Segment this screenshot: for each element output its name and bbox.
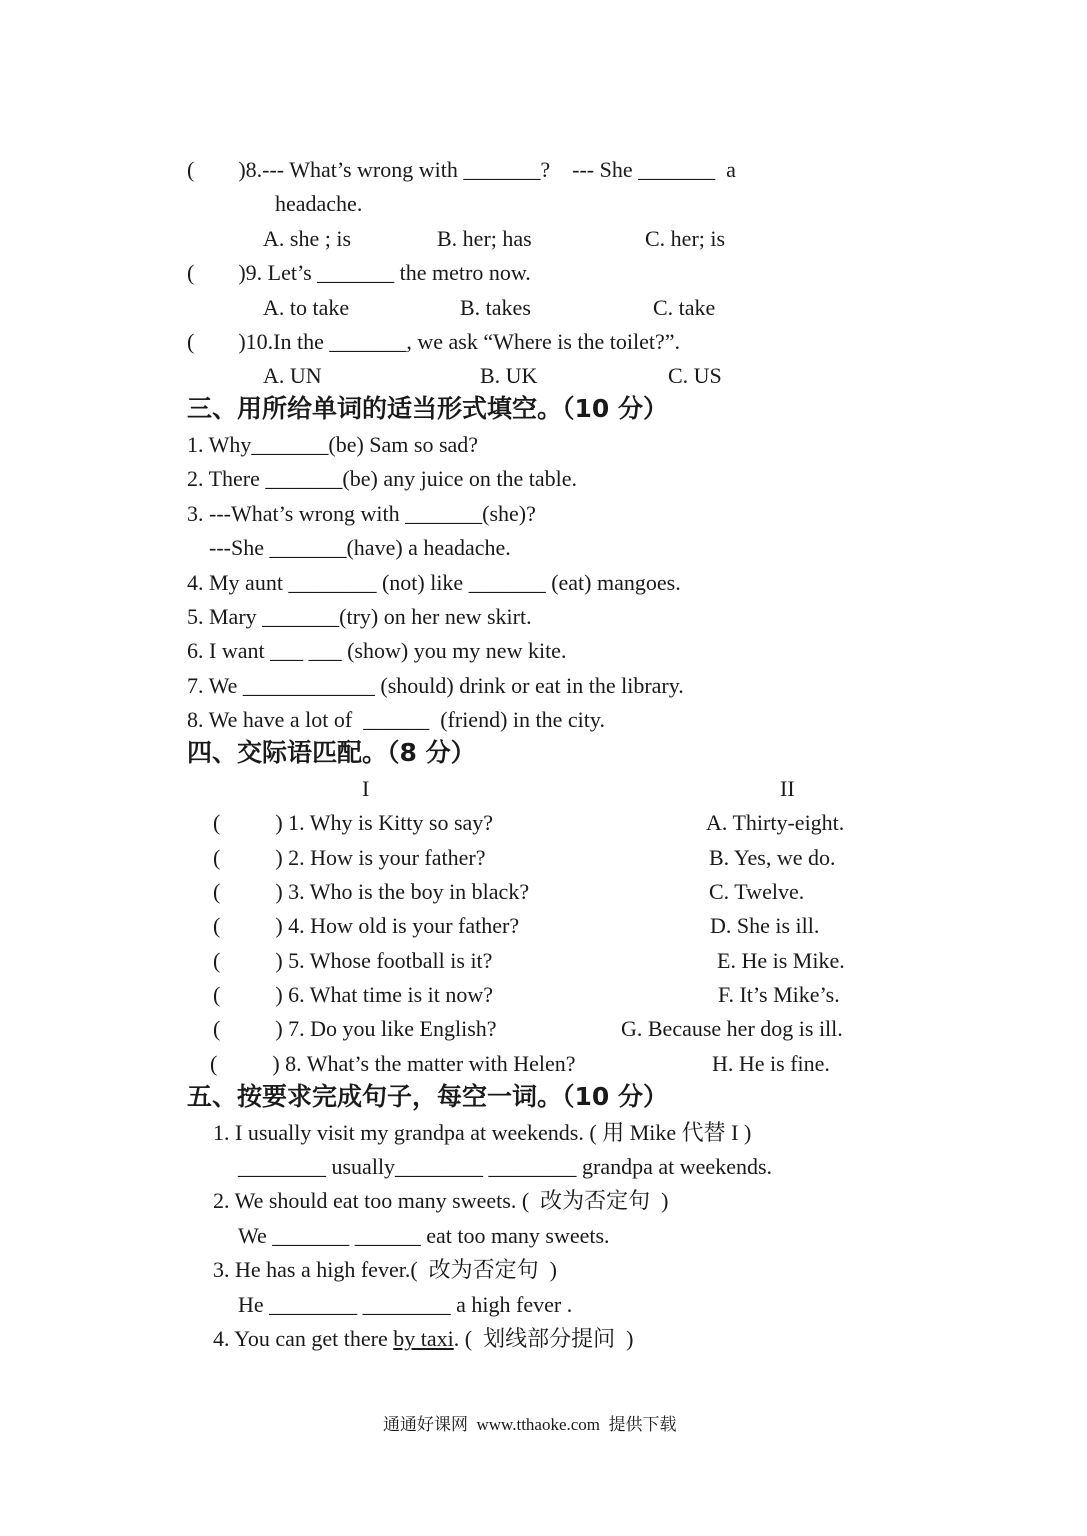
rewrite-4-instruction: . ( 划线部分提问 ) bbox=[453, 1326, 634, 1351]
question-8-option-a: A. she ; is bbox=[263, 226, 351, 251]
match-answer-e: E. He is Mike. bbox=[717, 948, 845, 973]
fill-item-1: 1. Why_______(be) Sam so sad? bbox=[187, 432, 479, 457]
rewrite-4 bbox=[213, 1326, 633, 1352]
column-1-label: I bbox=[362, 776, 370, 801]
match-question-8: ( ) 8. What’s the matter with Helen? bbox=[210, 1051, 576, 1076]
question-8-line2: headache. bbox=[275, 191, 363, 216]
question-10-option-c: C. US bbox=[668, 363, 722, 388]
fill-item-8: 8. We have a lot of ______ (friend) in the city. bbox=[187, 707, 605, 732]
match-question-7: ( ) 7. Do you like English? bbox=[213, 1016, 497, 1041]
question-10: ( )10.In the _______, we ask “Where is the toilet?”. bbox=[187, 329, 681, 354]
question-8-option-b: B. her; has bbox=[437, 226, 532, 251]
fill-item-2: 2. There _______(be) any juice on the table. bbox=[187, 466, 577, 491]
section-3-heading: 三、用所给单词的适当形式填空。（10 分） bbox=[187, 394, 668, 423]
match-question-2: ( ) 2. How is your father? bbox=[213, 845, 486, 870]
fill-item-3: 3. ---What’s wrong with _______(she)? bbox=[187, 501, 536, 526]
match-question-5: ( ) 5. Whose football is it? bbox=[213, 948, 493, 973]
section-4-heading: 四、交际语匹配。（8 分） bbox=[187, 738, 476, 767]
question-9-option-a: A. to take bbox=[263, 295, 350, 320]
match-question-3: ( ) 3. Who is the boy in black? bbox=[213, 879, 530, 904]
question-9-option-b: B. takes bbox=[460, 295, 531, 320]
rewrite-2-answer: We _______ ______ eat too many sweets. bbox=[238, 1223, 610, 1248]
match-answer-g: G. Because her dog is ill. bbox=[621, 1016, 843, 1041]
fill-item-4: 4. My aunt ________ (not) like _______ (eat) mangoes. bbox=[187, 570, 681, 595]
fill-item-6: 6. I want ___ ___ (show) you my new kite. bbox=[187, 638, 567, 663]
rewrite-4-text: 4. You can get there bbox=[213, 1326, 394, 1351]
question-9-option-c: C. take bbox=[653, 295, 716, 320]
match-answer-a: A. Thirty-eight. bbox=[706, 810, 845, 835]
match-question-1: ( ) 1. Why is Kitty so say? bbox=[213, 810, 494, 835]
fill-item-5: 5. Mary _______(try) on her new skirt. bbox=[187, 604, 532, 629]
rewrite-3: 3. He has a high fever.( 改为否定句 ) bbox=[213, 1257, 557, 1282]
match-answer-f: F. It’s Mike’s. bbox=[718, 982, 840, 1007]
match-answer-h: H. He is fine. bbox=[712, 1051, 830, 1076]
question-8-option-c: C. her; is bbox=[645, 226, 726, 251]
match-answer-d: D. She is ill. bbox=[710, 913, 820, 938]
page-footer: 通通好课网 www.tthaoke.com 提供下载 bbox=[383, 1415, 677, 1434]
rewrite-4-underlined: by taxi bbox=[393, 1326, 454, 1351]
rewrite-1-answer: ________ usually________ ________ grandpa at weekends. bbox=[238, 1154, 773, 1179]
fill-item-3-reply: ---She _______(have) a headache. bbox=[209, 535, 511, 560]
rewrite-1: 1. I usually visit my grandpa at weekends. ( 用 Mike 代替 I ) bbox=[213, 1120, 752, 1145]
match-answer-b: B. Yes, we do. bbox=[709, 845, 836, 870]
question-10-option-a: A. UN bbox=[263, 363, 322, 388]
rewrite-3-answer: He ________ ________ a high fever . bbox=[238, 1292, 573, 1317]
match-answer-c: C. Twelve. bbox=[709, 879, 805, 904]
rewrite-2: 2. We should eat too many sweets. ( 改为否定句 ) bbox=[213, 1188, 669, 1213]
question-8-line1: ( )8.--- What’s wrong with _______? --- She _______ a bbox=[187, 157, 736, 182]
question-10-option-b: B. UK bbox=[480, 363, 538, 388]
match-question-4: ( ) 4. How old is your father? bbox=[213, 913, 520, 938]
section-5-heading: 五、按要求完成句子，每空一词。（10 分） bbox=[187, 1082, 668, 1111]
match-question-6: ( ) 6. What time is it now? bbox=[213, 982, 494, 1007]
column-2-label: II bbox=[780, 776, 795, 801]
question-9: ( )9. Let’s _______ the metro now. bbox=[187, 260, 531, 285]
fill-item-7: 7. We ____________ (should) drink or eat in the library. bbox=[187, 673, 684, 698]
